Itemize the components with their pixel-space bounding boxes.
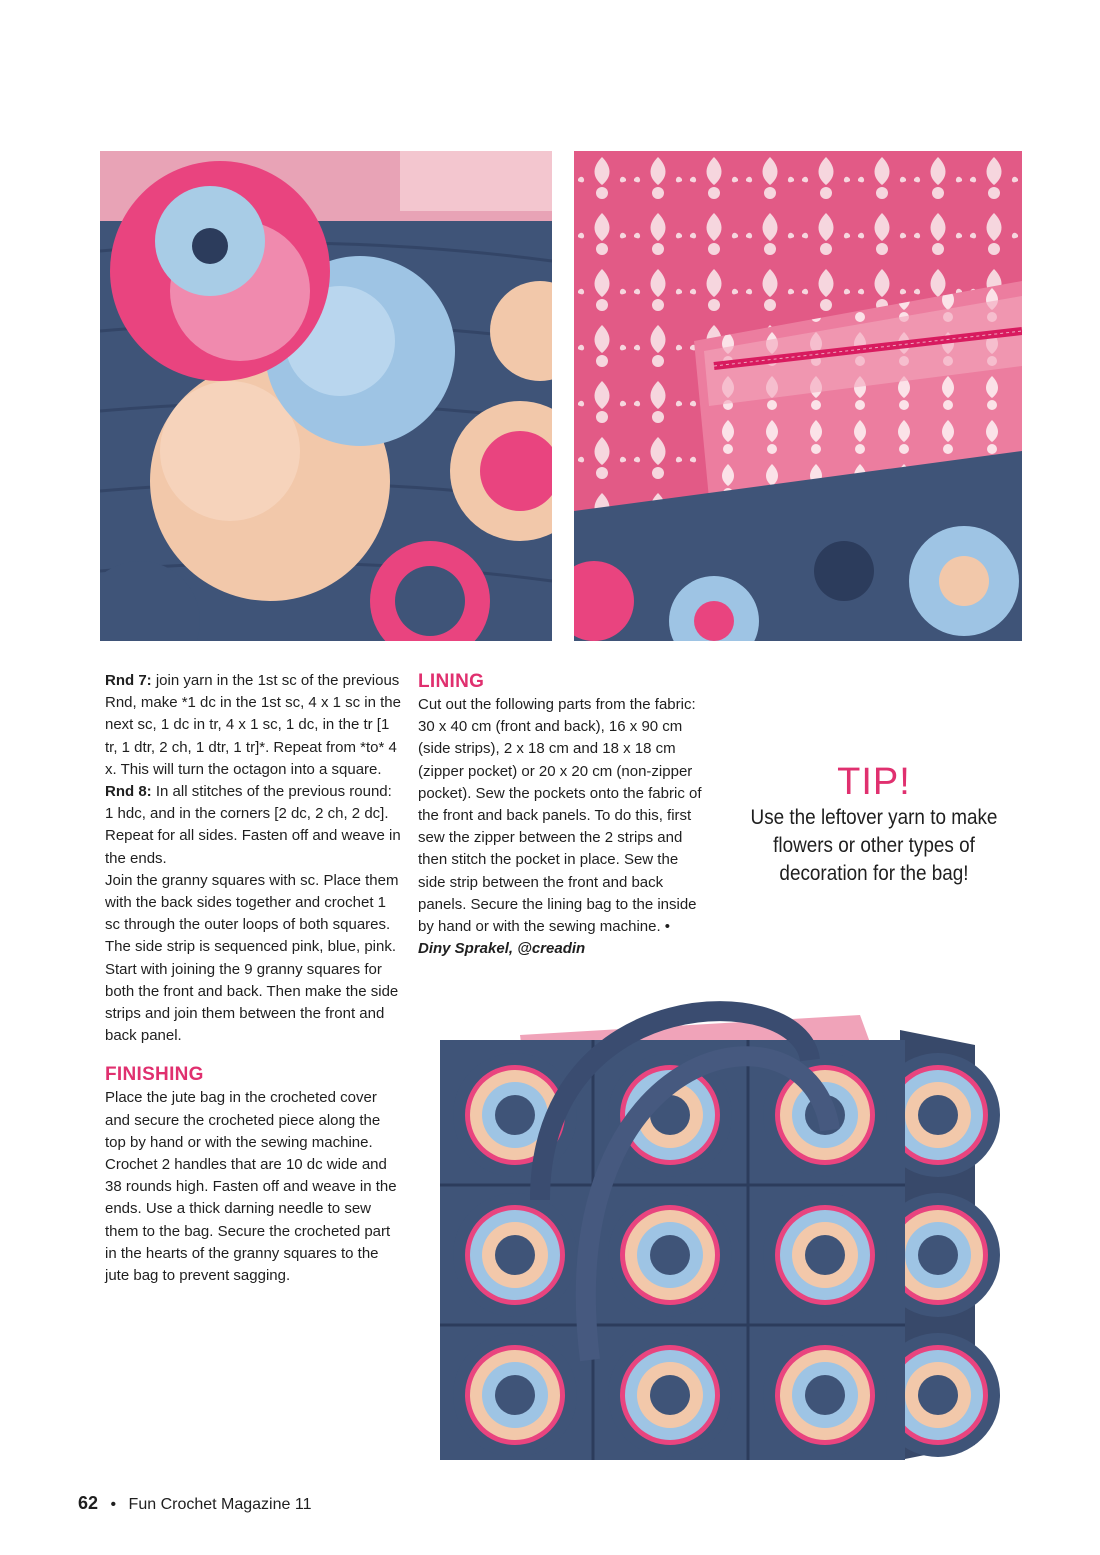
end-mark: • [660, 918, 671, 936]
tip-text: Use the leftover yarn to make flowers or other types of decoration for the bag! [750, 806, 998, 885]
tip-title: TIP! [837, 761, 911, 803]
tip-box [724, 760, 1024, 888]
photo-lining-pocket [574, 151, 1022, 641]
page-footer [78, 1493, 311, 1514]
rnd7-label: Rnd 7: [105, 672, 152, 689]
finishing-paragraph: Place the jute bag in the crocheted cover and secure the crocheted piece along the top by hand or with the sewing machine. Crochet 2 handles that are 10 dc wide and 38 rounds high. Fasten off and weave in the ends. Use a thick darning needle to sew them to the bag. Secure the crocheted part in the hearts of the granny squares to the jute bag to prevent sagging. [105, 1089, 397, 1285]
photo-crochet-flowers [100, 151, 552, 641]
rnd8-paragraph [105, 781, 403, 870]
join-paragraph: Join the granny squares with sc. Place them with the back sides together and crochet 1 sc through the outer loops of both squares. The side strip is sequenced pink, blue, pink. Start with joining the 9 granny squares for both the front and back. Then make the side strips and join them between the front and back panel. [105, 871, 399, 1045]
text-column-left [105, 670, 403, 1287]
photo-granny-square-bag [430, 1000, 1010, 1470]
magazine-title: Fun Crochet Magazine 11 [128, 1496, 312, 1513]
text-column-middle [418, 670, 708, 960]
footer-separator: • [110, 1496, 117, 1513]
finishing-heading: FINISHING [105, 1064, 204, 1086]
rnd8-label: Rnd 8: [105, 783, 152, 801]
rnd8-text: In all stitches of the previous round: 1 hdc, and in the corners [2 dc, 2 ch, 2 dc]. Repeat for all sides. Fasten off and weave in the ends. [105, 783, 401, 867]
rnd7-text: join yarn in the 1st sc of the previous Rnd, make *1 dc in the 1st sc, 4 x 1 sc in the next sc, 1 dc in tr, 4 x 1 sc, 1 dc, in the tr [1 tr, 1 dtr, 2 ch, 1 dtr, 1 tr]*. Repeat from *to* 4 x. This will turn the octagon into a square. [105, 672, 401, 778]
lining-text: Cut out the following parts from the fabric: 30 x 40 cm (front and back), 16 x 90 cm (side strips), 2 x 18 cm and 18 x 18 cm (zipper pocket) or 20 x 20 cm (non-zipper pocket). Sew the pockets onto the fabric of the front and back panels. To do this, first sew the zipper between the 2 strips and then stitch the pocket in place. Sew the side strip between the front and back panels. Secure the lining bag to the inside by hand or with the sewing machine. [418, 696, 702, 936]
rnd7-paragraph [105, 670, 403, 781]
lining-paragraph [418, 694, 708, 938]
lining-heading: LINING [418, 671, 485, 692]
author-credit: Diny Sprakel, @creadin [418, 940, 586, 958]
page-number: 62 [78, 1493, 99, 1513]
